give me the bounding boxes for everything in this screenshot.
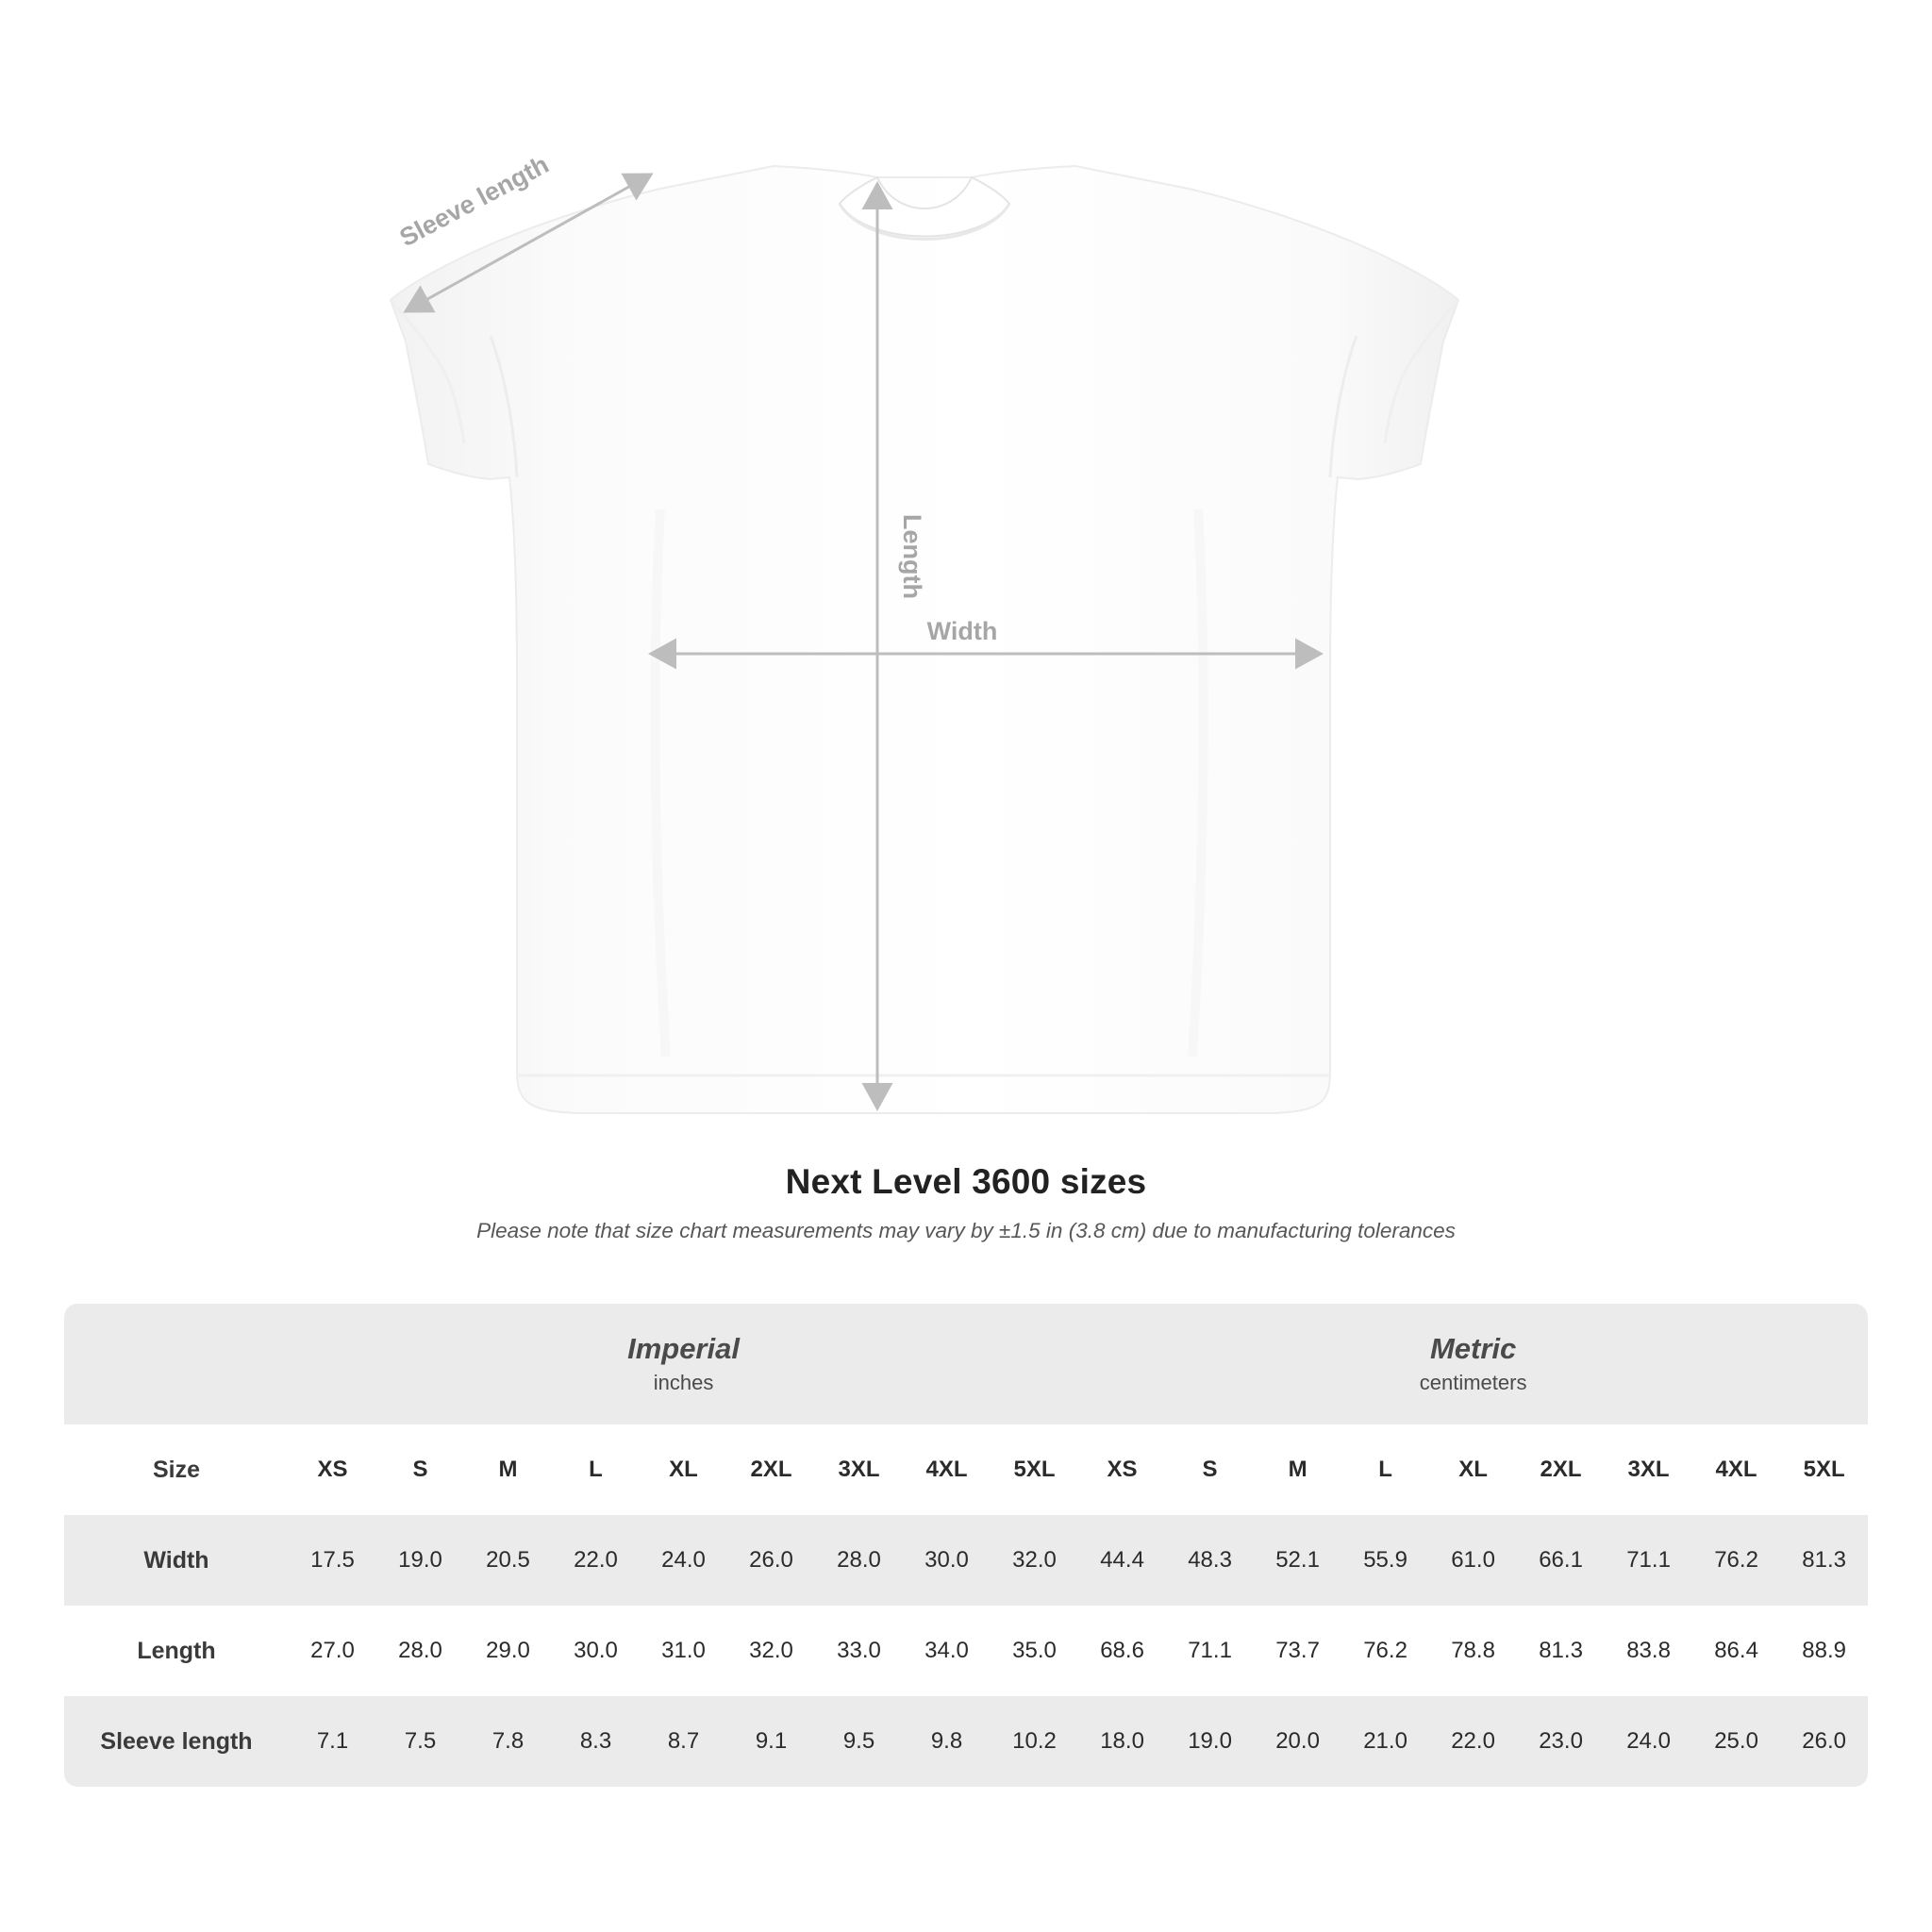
cell-sleeve-metric-xl: 22.0	[1429, 1696, 1517, 1787]
size-col-imperial-2xl: 2XL	[727, 1424, 815, 1515]
cell-width-imperial-4xl: 30.0	[903, 1515, 991, 1606]
table-row	[64, 1515, 1868, 1606]
cell-length-metric-4xl: 86.4	[1692, 1606, 1780, 1696]
cell-width-imperial-l: 22.0	[552, 1515, 640, 1606]
cell-length-imperial-xl: 31.0	[640, 1606, 727, 1696]
cell-length-metric-s: 71.1	[1166, 1606, 1254, 1696]
size-col-metric-2xl: 2XL	[1517, 1424, 1605, 1515]
width-label: Width	[926, 617, 998, 645]
cell-length-imperial-3xl: 33.0	[815, 1606, 903, 1696]
cell-length-metric-l: 76.2	[1341, 1606, 1429, 1696]
cell-sleeve-metric-m: 20.0	[1254, 1696, 1341, 1787]
cell-sleeve-metric-2xl: 23.0	[1517, 1696, 1605, 1787]
length-label: Length	[898, 514, 926, 599]
tolerance-note: Please note that size chart measurements may vary by ±1.5 in (3.8 cm) due to manufacturing tolerances	[476, 1219, 1456, 1242]
cell-width-metric-m: 52.1	[1254, 1515, 1341, 1606]
cell-length-imperial-m: 29.0	[464, 1606, 552, 1696]
size-col-metric-m: M	[1254, 1424, 1341, 1515]
size-col-imperial-5xl: 5XL	[991, 1424, 1078, 1515]
cell-sleeve-imperial-3xl: 9.5	[815, 1696, 903, 1787]
row-label-sleeve-length: Sleeve length	[64, 1696, 289, 1787]
cell-length-metric-m: 73.7	[1254, 1606, 1341, 1696]
size-col-imperial-xs: XS	[289, 1424, 376, 1515]
cell-sleeve-imperial-xs: 7.1	[289, 1696, 376, 1787]
group-header-imperial: Imperial inches	[289, 1304, 1078, 1424]
table-row	[64, 1606, 1868, 1696]
cell-sleeve-imperial-m: 7.8	[464, 1696, 552, 1787]
size-col-metric-xs: XS	[1078, 1424, 1166, 1515]
size-header-row	[64, 1424, 1868, 1515]
cell-length-metric-5xl: 88.9	[1780, 1606, 1868, 1696]
cell-length-metric-2xl: 81.3	[1517, 1606, 1605, 1696]
cell-width-metric-xs: 44.4	[1078, 1515, 1166, 1606]
group-header-spacer	[64, 1304, 289, 1424]
cell-width-metric-3xl: 71.1	[1605, 1515, 1692, 1606]
cell-sleeve-imperial-s: 7.5	[376, 1696, 464, 1787]
cell-width-metric-5xl: 81.3	[1780, 1515, 1868, 1606]
size-col-imperial-l: L	[552, 1424, 640, 1515]
cell-length-metric-3xl: 83.8	[1605, 1606, 1692, 1696]
table-row	[64, 1696, 1868, 1787]
cell-width-metric-2xl: 66.1	[1517, 1515, 1605, 1606]
tshirt-shape	[391, 166, 1458, 1113]
size-col-metric-l: L	[1341, 1424, 1429, 1515]
title-block	[0, 1162, 1932, 1243]
unit-group-header-row	[64, 1304, 1868, 1424]
cell-width-imperial-2xl: 26.0	[727, 1515, 815, 1606]
page-title: Next Level 3600 sizes	[785, 1162, 1147, 1201]
size-col-metric-5xl: 5XL	[1780, 1424, 1868, 1515]
cell-length-metric-xs: 68.6	[1078, 1606, 1166, 1696]
cell-sleeve-metric-l: 21.0	[1341, 1696, 1429, 1787]
size-table	[64, 1304, 1868, 1787]
size-col-metric-xl: XL	[1429, 1424, 1517, 1515]
size-col-imperial-m: M	[464, 1424, 552, 1515]
size-col-metric-3xl: 3XL	[1605, 1424, 1692, 1515]
group-header-metric: Metric centimeters	[1078, 1304, 1868, 1424]
cell-length-metric-xl: 78.8	[1429, 1606, 1517, 1696]
size-table-wrapper	[64, 1304, 1868, 1787]
cell-sleeve-imperial-5xl: 10.2	[991, 1696, 1078, 1787]
size-col-imperial-xl: XL	[640, 1424, 727, 1515]
size-col-metric-s: S	[1166, 1424, 1254, 1515]
row-label-width: Width	[64, 1515, 289, 1606]
cell-sleeve-imperial-4xl: 9.8	[903, 1696, 991, 1787]
cell-width-imperial-5xl: 32.0	[991, 1515, 1078, 1606]
size-col-metric-4xl: 4XL	[1692, 1424, 1780, 1515]
size-header-label: Size	[64, 1424, 289, 1515]
cell-sleeve-imperial-xl: 8.7	[640, 1696, 727, 1787]
cell-width-metric-4xl: 76.2	[1692, 1515, 1780, 1606]
size-col-imperial-3xl: 3XL	[815, 1424, 903, 1515]
cell-sleeve-metric-xs: 18.0	[1078, 1696, 1166, 1787]
cell-length-imperial-4xl: 34.0	[903, 1606, 991, 1696]
cell-length-imperial-s: 28.0	[376, 1606, 464, 1696]
cell-width-imperial-xs: 17.5	[289, 1515, 376, 1606]
cell-sleeve-metric-5xl: 26.0	[1780, 1696, 1868, 1787]
size-col-imperial-s: S	[376, 1424, 464, 1515]
cell-width-imperial-3xl: 28.0	[815, 1515, 903, 1606]
cell-width-metric-l: 55.9	[1341, 1515, 1429, 1606]
sleeve-length-label: Sleeve length	[394, 150, 554, 253]
cell-width-metric-s: 48.3	[1166, 1515, 1254, 1606]
cell-sleeve-imperial-2xl: 9.1	[727, 1696, 815, 1787]
cell-sleeve-metric-3xl: 24.0	[1605, 1696, 1692, 1787]
size-col-imperial-4xl: 4XL	[903, 1424, 991, 1515]
cell-length-imperial-xs: 27.0	[289, 1606, 376, 1696]
cell-width-imperial-xl: 24.0	[640, 1515, 727, 1606]
cell-sleeve-imperial-l: 8.3	[552, 1696, 640, 1787]
cell-length-imperial-5xl: 35.0	[991, 1606, 1078, 1696]
cell-length-imperial-l: 30.0	[552, 1606, 640, 1696]
row-label-length: Length	[64, 1606, 289, 1696]
cell-width-imperial-m: 20.5	[464, 1515, 552, 1606]
cell-sleeve-metric-4xl: 25.0	[1692, 1696, 1780, 1787]
cell-width-metric-xl: 61.0	[1429, 1515, 1517, 1606]
cell-sleeve-metric-s: 19.0	[1166, 1696, 1254, 1787]
cell-width-imperial-s: 19.0	[376, 1515, 464, 1606]
cell-length-imperial-2xl: 32.0	[727, 1606, 815, 1696]
